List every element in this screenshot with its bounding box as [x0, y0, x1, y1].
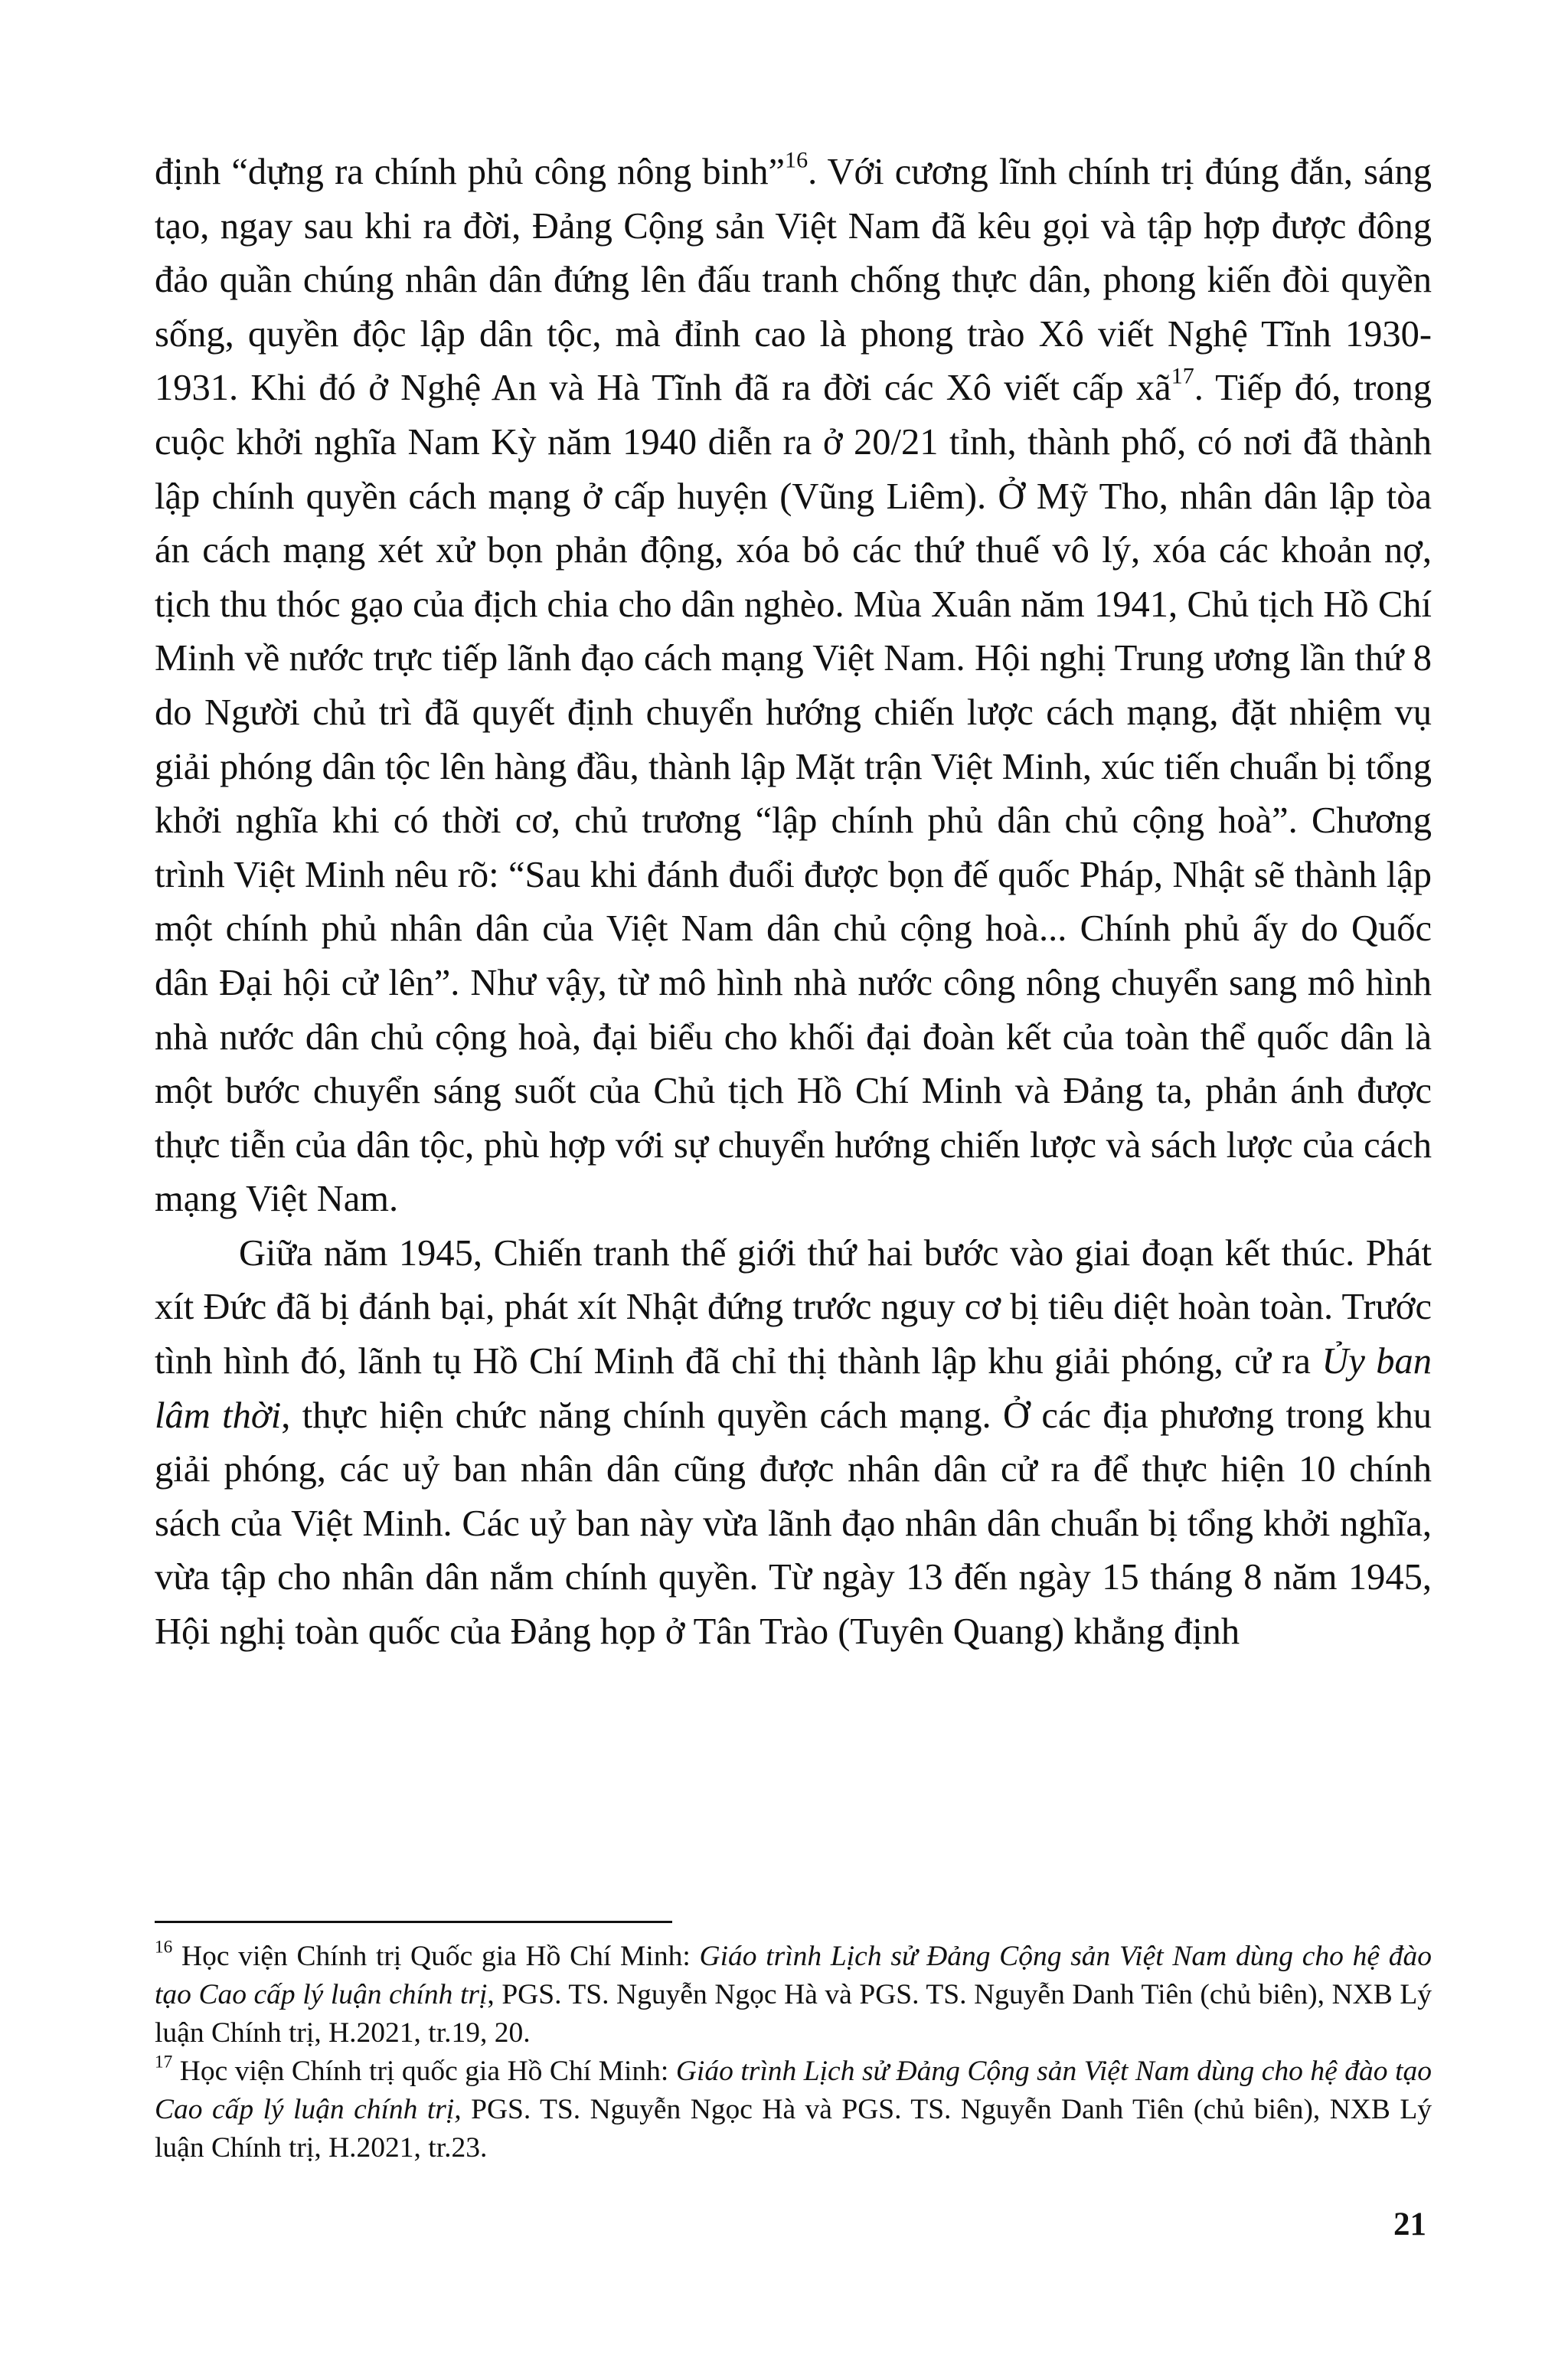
paragraph-1-text-c: . Tiếp đó, trong cuộc khởi nghĩa Nam Kỳ năm 1940 diễn ra ở 20/21 tỉnh, thành phố, có nơi đã thành lập chính quyền cách mạng ở cấp huyện (Vũng Liêm). Ở Mỹ Tho, nhân dân lập tòa án cách mạng xét xử bọn phản động, xóa bỏ các thứ thuế vô lý, xóa các khoản nợ, tịch thu thóc gạo của địch chia cho dân nghèo. Mùa Xuân năm 1941, Chủ tịch Hồ Chí Minh về nước trực tiếp lãnh đạo cách mạng Việt Nam. Hội nghị Trung ương lần thứ 8 do Người chủ trì đã quyết định chuyển hướng chiến lược cách mạng, đặt nhiệm vụ giải phóng dân tộc lên hàng đầu, thành lập Mặt trận Việt Minh, xúc tiến chuẩn bị tổng khởi nghĩa khi có thời cơ, chủ trương “lập chính phủ dân chủ cộng hoà”. Chương trình Việt Minh nêu rõ: “Sau khi đánh đuổi được bọn đế quốc Pháp, Nhật sẽ thành lập một chính phủ nhân dân của Việt Nam dân chủ cộng hoà... Chính phủ ấy do Quốc dân Đại hội cử lên”. Như vậy, từ mô hình nhà nước công nông chuyển sang mô hình nhà nước dân chủ cộng hoà, đại biểu cho khối đại đoàn kết của toàn thể quốc dân là một bước chuyển sáng suốt của Chủ tịch Hồ Chí Minh và Đảng ta, phản ánh được thực tiễn của dân tộc, phù hợp với sự chuyển hướng chiến lược và sách lược của cách mạng Việt Nam.: [155, 368, 1432, 1220]
footnote-ref-16: 16: [785, 146, 808, 173]
footnote-number: 16: [155, 1937, 173, 1958]
paragraph-2-text-a: Giữa năm 1945, Chiến tranh thế giới thứ hai bước vào giai đoạn kết thúc. Phát xít Đức đã bị đánh bại, phát xít Nhật đứng trước nguy cơ bị tiêu diệt hoàn toàn. Trước tình hình đó, lãnh tụ Hồ Chí Minh đã chỉ thị thành lập khu giải phóng, cử ra: [155, 1232, 1432, 1382]
page-number: 21: [1393, 2206, 1426, 2242]
footnote-17: [155, 2053, 1432, 2167]
footnote-text: PGS. TS. Nguyễn Ngọc Hà và PGS. TS. Nguyễn Danh Tiên (chủ biên), NXB Lý luận Chính trị, H.2021, tr.23.: [155, 2094, 1432, 2164]
footnote-title: Giáo trình Lịch sử Đảng Cộng sản Việt Nam dùng cho hệ đào tạo Cao cấp lý luận chính trị: [155, 1941, 1432, 2010]
footnote-text: , PGS. TS. Nguyễn Ngọc Hà và PGS. TS. Nguyễn Danh Tiên (chủ biên), NXB Lý luận Chính trị, H.2021, tr.19, 20.: [155, 1979, 1432, 2049]
footnote-ref-17: 17: [1171, 362, 1194, 389]
footnote-number: 17: [155, 2052, 173, 2072]
paragraph-1: [155, 146, 1432, 1227]
footnote-16: [155, 1938, 1432, 2053]
footnote-divider: [155, 1921, 672, 1923]
paragraph-2-italic: Ủy ban lâm thời: [155, 1341, 1432, 1436]
footnote-text: Học viện Chính trị quốc gia Hồ Chí Minh:: [172, 2056, 676, 2087]
paragraph-1-text-a: định “dựng ra chính phủ công nông binh”: [155, 152, 786, 192]
footnote-title: Giáo trình Lịch sử Đảng Cộng sản Việt Nam dùng cho hệ đào tạo Cao cấp lý luận chính trị,: [155, 2056, 1432, 2125]
paragraph-2: [155, 1227, 1432, 1660]
paragraph-2-text-b: , thực hiện chức năng chính quyền cách mạng. Ở các địa phương trong khu giải phóng, các uỷ ban nhân dân cũng được nhân dân cử ra để thực hiện 10 chính sách của Việt Minh. Các uỷ ban này vừa lãnh đạo nhân dân chuẩn bị tổng khởi nghĩa, vừa tập cho nhân dân nắm chính quyền. Từ ngày 13 đến ngày 15 tháng 8 năm 1945, Hội nghị toàn quốc của Đảng họp ở Tân Trào (Tuyên Quang) khẳng định: [155, 1395, 1432, 1653]
footnotes: [155, 1938, 1432, 2167]
footnote-text: Học viện Chính trị Quốc gia Hồ Chí Minh:: [172, 1941, 700, 1972]
paragraph-1-text-b: . Với cương lĩnh chính trị đúng đắn, sáng tạo, ngay sau khi ra đời, Đảng Cộng sản Việt Nam đã kêu gọi và tập hợp được đông đảo quần chúng nhân dân đứng lên đấu tranh chống thực dân, phong kiến đòi quyền sống, quyền độc lập dân tộc, mà đỉnh cao là phong trào Xô viết Nghệ Tĩnh 1930-1931. Khi đó ở Nghệ An và Hà Tĩnh đã ra đời các Xô viết cấp xã: [155, 152, 1432, 409]
page-body: [155, 146, 1432, 1660]
main-text: [155, 146, 1432, 1660]
